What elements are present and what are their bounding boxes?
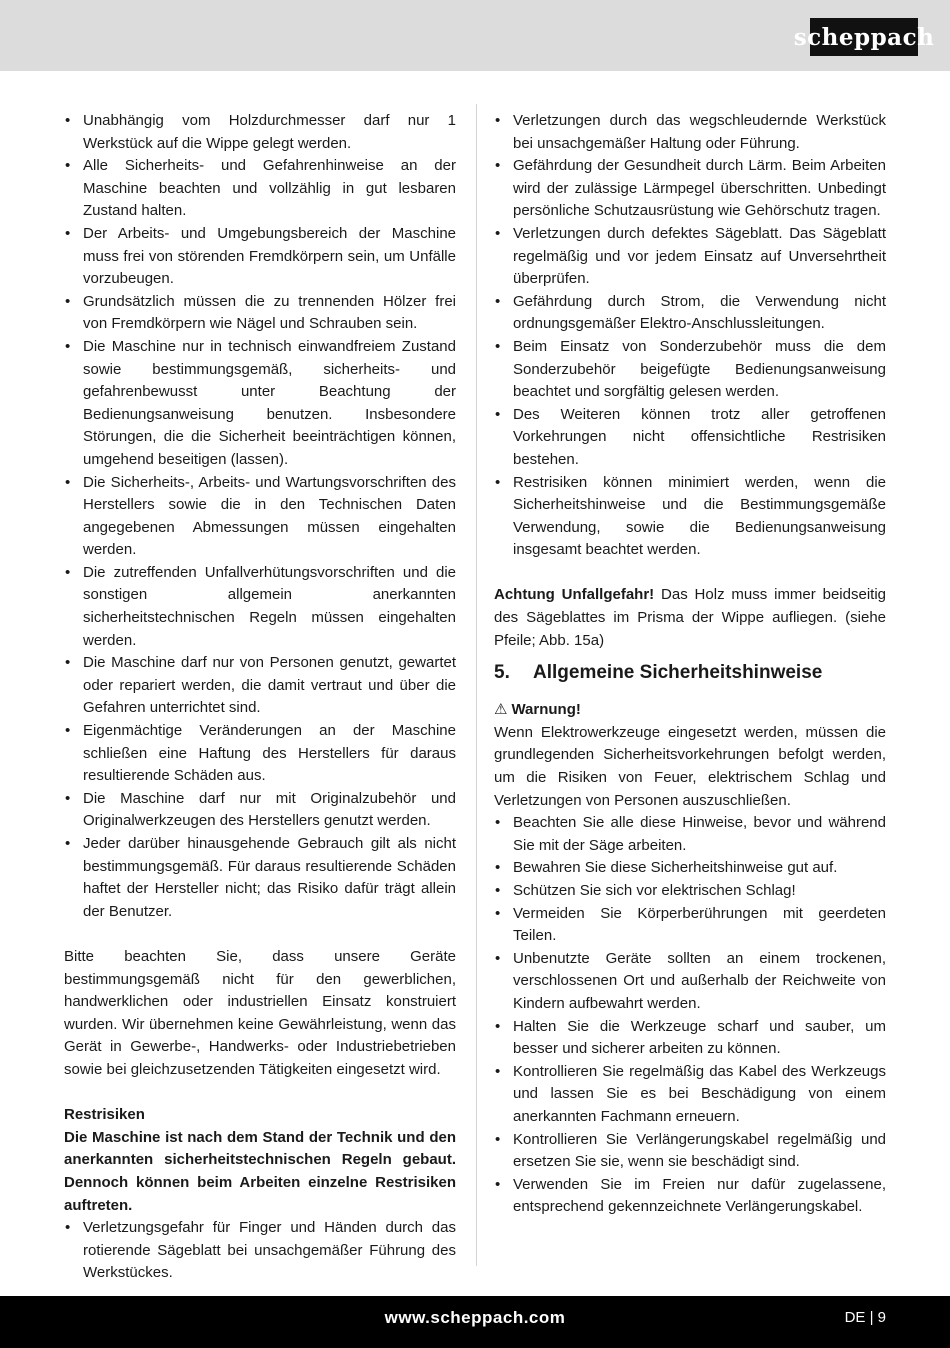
page-number: DE | 9 <box>844 1309 886 1326</box>
list-item: • Schützen Sie sich vor elektrischen Schlag! <box>494 880 886 903</box>
section-title: Allgemeine Sicherheitshinweise <box>533 662 823 684</box>
column-divider <box>476 104 477 1266</box>
list-item: • Unabhängig vom Holzdurchmesser darf nur 1 Werkstück auf die Wippe gelegt werden. <box>64 110 456 155</box>
list-item: • Verletzungsgefahr für Finger und Händen durch das rotierende Sägeblatt bei unsachgemäßer Führung des Werkstückes. <box>64 1217 456 1285</box>
usage-disclaimer-paragraph: Bitte beachten Sie, dass unsere Geräte bestimmungsgemäß nicht für den gewerblichen, handwerklichen oder industriellen Einsatz konstruiert wurden. Wir übernehmen keine Gewährleistung, wenn das Gerät in Gewerbe-, Handwerks- oder Industriebetrieben sowie bei gleichzusetzenden Tätigkeiten eingesetzt wird. <box>64 947 456 1078</box>
list-item: • Halten Sie die Werkzeuge scharf und sauber, um besser und sicherer arbeiten zu können. <box>494 1016 886 1061</box>
scheppach-logo: scheppach <box>810 18 918 56</box>
list-item: • Jeder darüber hinausgehende Gebrauch gilt als nicht bestimmungsgemäß. Für daraus resultierende Schäden haftet der Hersteller nicht; das Risiko dafür trägt allein der Benutzer. <box>64 833 456 923</box>
warning-heading <box>494 699 886 722</box>
list-item: • Verwenden Sie im Freien nur dafür zugelassene, entsprechend gekennzeichnete Verlängerungskabel. <box>494 1174 886 1219</box>
list-item: • Beachten Sie alle diese Hinweise, bevor und während Sie mit der Säge arbeiten. <box>494 812 886 857</box>
list-item: • Verletzungen durch das wegschleudernde Werkstück bei unsachgemäßer Haltung oder Führung. <box>494 110 886 155</box>
list-item: • Vermeiden Sie Körperberührungen mit geerdeten Teilen. <box>494 903 886 948</box>
bullet-list <box>494 110 886 562</box>
list-item: • Der Arbeits- und Umgebungsbereich der Maschine muss frei von störenden Fremdkörpern sein, um Unfälle vorzubeugen. <box>64 223 456 291</box>
list-item: • Die Maschine nur in technisch einwandfreiem Zustand sowie bestimmungsgemäß, sicherheits- und gefahrenbewusst unter Beachtung der Bedienungsanweisung benutzen. Insbesondere Störungen, die die Sicherheit beeinträchtigen können, umgehend beseitigen (lassen). <box>64 336 456 472</box>
right-column <box>494 110 886 1219</box>
list-item: • Eigenmächtige Veränderungen an der Maschine schließen eine Haftung des Herstellers für daraus resultierende Schäden aus. <box>64 720 456 788</box>
warning-paragraph: Wenn Elektrowerkzeuge eingesetzt werden, müssen die grundlegenden Sicherheitsvorkehrungen befolgt werden, um die Risiken von Feuer, elektrischem Schlag und Verletzungen von Personen auszuschließen. <box>494 723 886 809</box>
list-item: • Die zutreffenden Unfallverhütungsvorschriften und die sonstigen allgemein anerkannten sicherheitstechnischen Regeln müssen eingehalten werden. <box>64 562 456 652</box>
caution-paragraph <box>494 584 886 652</box>
restrisiken-intro: Die Maschine ist nach dem Stand der Technik und den anerkannten sicherheitstechnischen Regeln gebaut. Dennoch können beim Arbeiten einzelne Restrisiken auftreten. <box>64 1128 456 1214</box>
footer-bar <box>0 1296 950 1348</box>
list-item: • Die Maschine darf nur mit Originalzubehör und Originalwerkzeugen des Herstellers genutzt werden. <box>64 788 456 833</box>
warning-triangle-icon: ⚠ <box>494 701 508 719</box>
website-url: www.scheppach.com <box>384 1308 566 1327</box>
bullet-list <box>64 110 456 923</box>
list-item: • Alle Sicherheits- und Gefahrenhinweise an der Maschine beachten und vollzählig in gut lesbaren Zustand halten. <box>64 155 456 223</box>
list-item: • Beim Einsatz von Sonderzubehör muss die dem Sonderzubehör beigefügte Bedienungsanweisung beachtet und sorgfältig gelesen werden. <box>494 336 886 404</box>
section-heading <box>494 661 886 685</box>
list-item: • Grundsätzlich müssen die zu trennenden Hölzer frei von Fremdkörpern wie Nägel und Schrauben sein. <box>64 291 456 336</box>
restrisiken-heading: Restrisiken <box>64 1106 145 1124</box>
list-item: • Bewahren Sie diese Sicherheitshinweise gut auf. <box>494 857 886 880</box>
bullet-list <box>64 1217 456 1285</box>
list-item: • Unbenutzte Geräte sollten an einem trockenen, verschlossenen Ort und außerhalb der Reichweite von Kindern aufbewahrt werden. <box>494 948 886 1016</box>
list-item: • Die Sicherheits-, Arbeits- und Wartungsvorschriften des Herstellers sowie die in den Technischen Daten angegebenen Abmessungen müssen eingehalten werden. <box>64 472 456 562</box>
caution-text: Das Holz muss immer beidseitig des Sägeblattes im Prisma der Wippe aufliegen. (siehe Pfeile; Abb. 15a) <box>494 586 886 649</box>
list-item: • Des Weiteren können trotz aller getroffenen Vorkehrungen nicht offensichtliche Restrisiken bestehen. <box>494 404 886 472</box>
caution-label: Achtung Unfallgefahr! <box>494 586 655 604</box>
list-item: • Kontrollieren Sie regelmäßig das Kabel des Werkzeugs und lassen Sie es bei Beschädigung von einem anerkannten Fachmann erneuern. <box>494 1061 886 1129</box>
list-item: • Kontrollieren Sie Verlängerungskabel regelmäßig und ersetzen Sie sie, wenn sie beschädigt sind. <box>494 1129 886 1174</box>
list-item: • Die Maschine darf nur von Personen genutzt, gewartet oder repariert werden, die damit vertraut und über die Gefahren unterrichtet sind. <box>64 652 456 720</box>
list-item: • Gefährdung durch Strom, die Verwendung nicht ordnungsgemäßer Elektro-Anschlussleitungen. <box>494 291 886 336</box>
bullet-list <box>494 812 886 1219</box>
list-item: • Gefährdung der Gesundheit durch Lärm. Beim Arbeiten wird der zulässige Lärmpegel überschritten. Unbedingt persönliche Schutzausrüstung wie Gehörschutz tragen. <box>494 155 886 223</box>
list-item: • Restrisiken können minimiert werden, wenn die Sicherheitshinweise und die Bestimmungsgemäße Verwendung, sowie die Bedienungsanweisung insgesamt beachtet werden. <box>494 472 886 562</box>
list-item: • Verletzungen durch defektes Sägeblatt. Das Sägeblatt regelmäßig und vor jedem Einsatz auf Unversehrtheit überprüfen. <box>494 223 886 291</box>
section-number: 5. <box>494 662 510 684</box>
header-bar <box>0 0 950 71</box>
left-column <box>64 110 456 1285</box>
warning-label: Warnung! <box>511 701 581 719</box>
